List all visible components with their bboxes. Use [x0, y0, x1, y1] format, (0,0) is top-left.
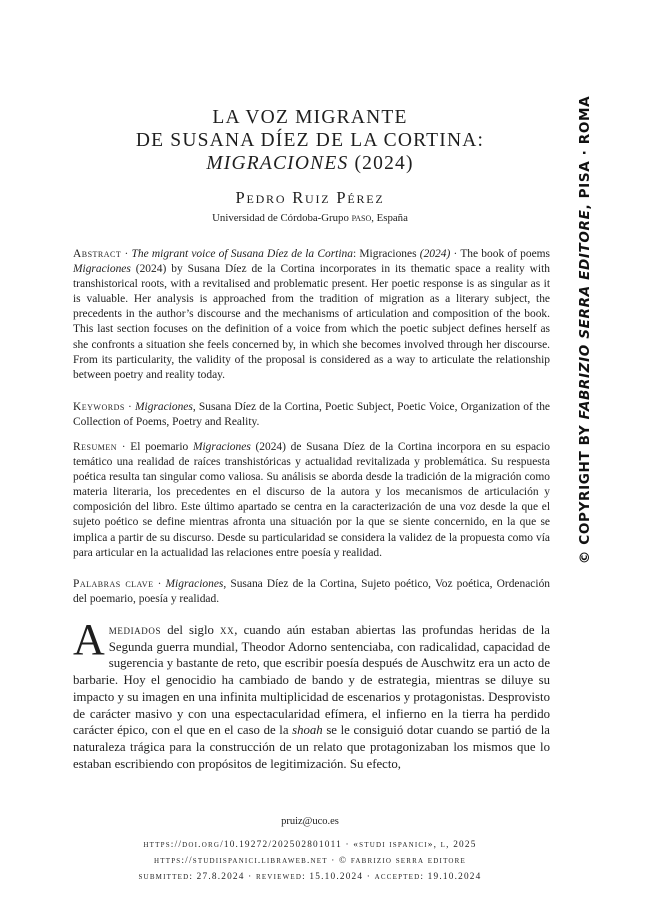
resumen: [73, 440, 550, 561]
abstract-text: The book of poems: [460, 248, 551, 260]
copyright-location: , PISA · ROMA: [577, 95, 593, 210]
palabras-clave-label: Palabras clave: [73, 578, 154, 590]
abstract-book-name: Migraciones: [73, 263, 131, 276]
article-title: [0, 106, 620, 175]
title-year: (2024): [348, 153, 414, 174]
keywords-text: , Susana Díez de la Cortina, Poetic Subject, Poetic Voice, Organization of the Collection of Poems, Poetry and Reality.: [73, 401, 550, 429]
body-italic-term: shoah: [292, 723, 323, 738]
body-paragraph: [73, 615, 550, 772]
title-line-2: DE SUSANA DÍEZ DE LA CORTINA:: [135, 130, 485, 151]
copyright-prefix: © COPYRIGHT BY: [577, 419, 593, 565]
affiliation-country: , España: [371, 212, 408, 224]
abstract-title-book: Migraciones: [359, 248, 417, 260]
affiliation-text: Universidad de Córdoba-Grupo: [212, 212, 352, 224]
century-numeral: xx: [220, 623, 235, 637]
keywords: [73, 400, 550, 430]
body-text: se le consiguió dotar cuando se partió de la naturaleza trágica para la construcción de un relato que protagonizaban los mismos que lo estaban escribiendo con propósitos de legitimización. Su efecto,: [73, 723, 550, 771]
affiliation-group: paso: [351, 212, 372, 224]
abstract-title-year: (2024): [416, 248, 451, 260]
separator: ·: [121, 248, 132, 260]
palabras-clave-text: , Susana Díez de la Cortina, Sujeto poético, Voz poética, Ordenación del poemario, poesía y realidad.: [73, 578, 551, 606]
separator: ·: [153, 578, 166, 590]
resumen-book-name: Migraciones: [192, 441, 251, 453]
title-line-3: [0, 152, 620, 175]
copyright-notice: [577, 90, 599, 570]
opening-smallcaps: mediados: [108, 623, 162, 637]
body-text: , cuando aún estaban abiertas las profundas heridas de la Segunda guerra mundial, Theodor Adorno sentenciaba, con radicalidad, capacidad de sugerencia y bastante de reto, que escribir poesía después de Auschwitz era un acto de barbarie. Hoy el genocidio ha cambiado de bando y de estrategia, mientras se diluye su impacto y su imagen en una infinita multiplicidad de escenarios y protagonistas. Desprovisto de carácter masivo y con una espectacularidad efímera, el infierno en la tierra ha perdido carácter épico, con el que en el caso de la: [73, 623, 550, 738]
author-email[interactable]: pruiz@uco.es: [281, 816, 339, 827]
abstract-title-colon: :: [352, 248, 360, 260]
separator: ·: [117, 441, 131, 453]
copyright-publisher: FABRIZIO SERRA EDITORE: [577, 209, 593, 420]
resumen-label: Resumen: [73, 441, 118, 453]
abstract-text: (2024) by Susana Díez de la Cortina incorporates in its thematic space a reality with transhistorical roots, with a revitalised and problematic present. Her poetic response is as singular as it is valuable. Her analysis is approached from the tradition of migration as a literary subject, the precedents in the author’s discourse and the mechanisms of articulation and composition of the book. This last section focuses on the definition of a voice from which the poetic subject defines herself as she confronts a situation she feels concerned by, in which she becomes involved through her discourse. From its particularity, the validity of the proposal is considered as a way to articulate the relationship between poetry and reality today.: [73, 263, 550, 381]
resumen-text: (2024) de Susana Díez de la Cortina incorpora en su espacio temático una realidad de raíces transhistóricas y actualidad revitalizada y problemática. Su respuesta poética resulta tan singular como valiosa. Su análisis se aborda desde la tradición de la migración como materia literaria, los precedentes en el discurso de la autora y los mecanismos de articulación y composición del libro. Este último apartado se centra en la caracterización de una voz desde la que el sujeto poético se define mientras afronta una situación por la que se siente concernido, en la que se implica a partir de su discurso. Desde su particularidad se considera la validez de la propuesta como vía para articular en la actualidad las relaciones entre poesía y realidad.: [73, 441, 551, 559]
author-name: Pedro Ruiz Pérez: [235, 188, 385, 207]
palabra-book: Migraciones: [165, 578, 224, 590]
footer-dates: submitted: 27.8.2024 · reviewed: 15.10.2024 · accepted: 19.10.2024: [138, 872, 482, 882]
footer-website[interactable]: https://studiispanici.libraweb.net · © fabrizio serra editore: [153, 856, 467, 866]
title-book-name: MIGRACIONES: [206, 153, 349, 174]
body-text: del siglo: [161, 623, 221, 637]
palabras-clave: [73, 577, 550, 607]
drop-cap: A: [73, 615, 105, 664]
abstract-label: Abstract: [73, 248, 122, 260]
separator: ·: [124, 401, 136, 413]
abstract-title: The migrant voice of Susana Díez de la Cortina: [131, 248, 353, 260]
keywords-label: Keywords: [73, 401, 125, 413]
abstract: [73, 247, 550, 383]
separator: ·: [450, 248, 461, 260]
keyword-book: Migraciones: [135, 401, 193, 413]
author-affiliation: [0, 212, 620, 224]
resumen-text: El poemario: [130, 441, 193, 453]
title-line-1: LA VOZ MIGRANTE: [212, 107, 408, 128]
footer-doi[interactable]: https://doi.org/10.19272/202502801011 · «studi ispanici», l, 2025: [143, 840, 477, 850]
